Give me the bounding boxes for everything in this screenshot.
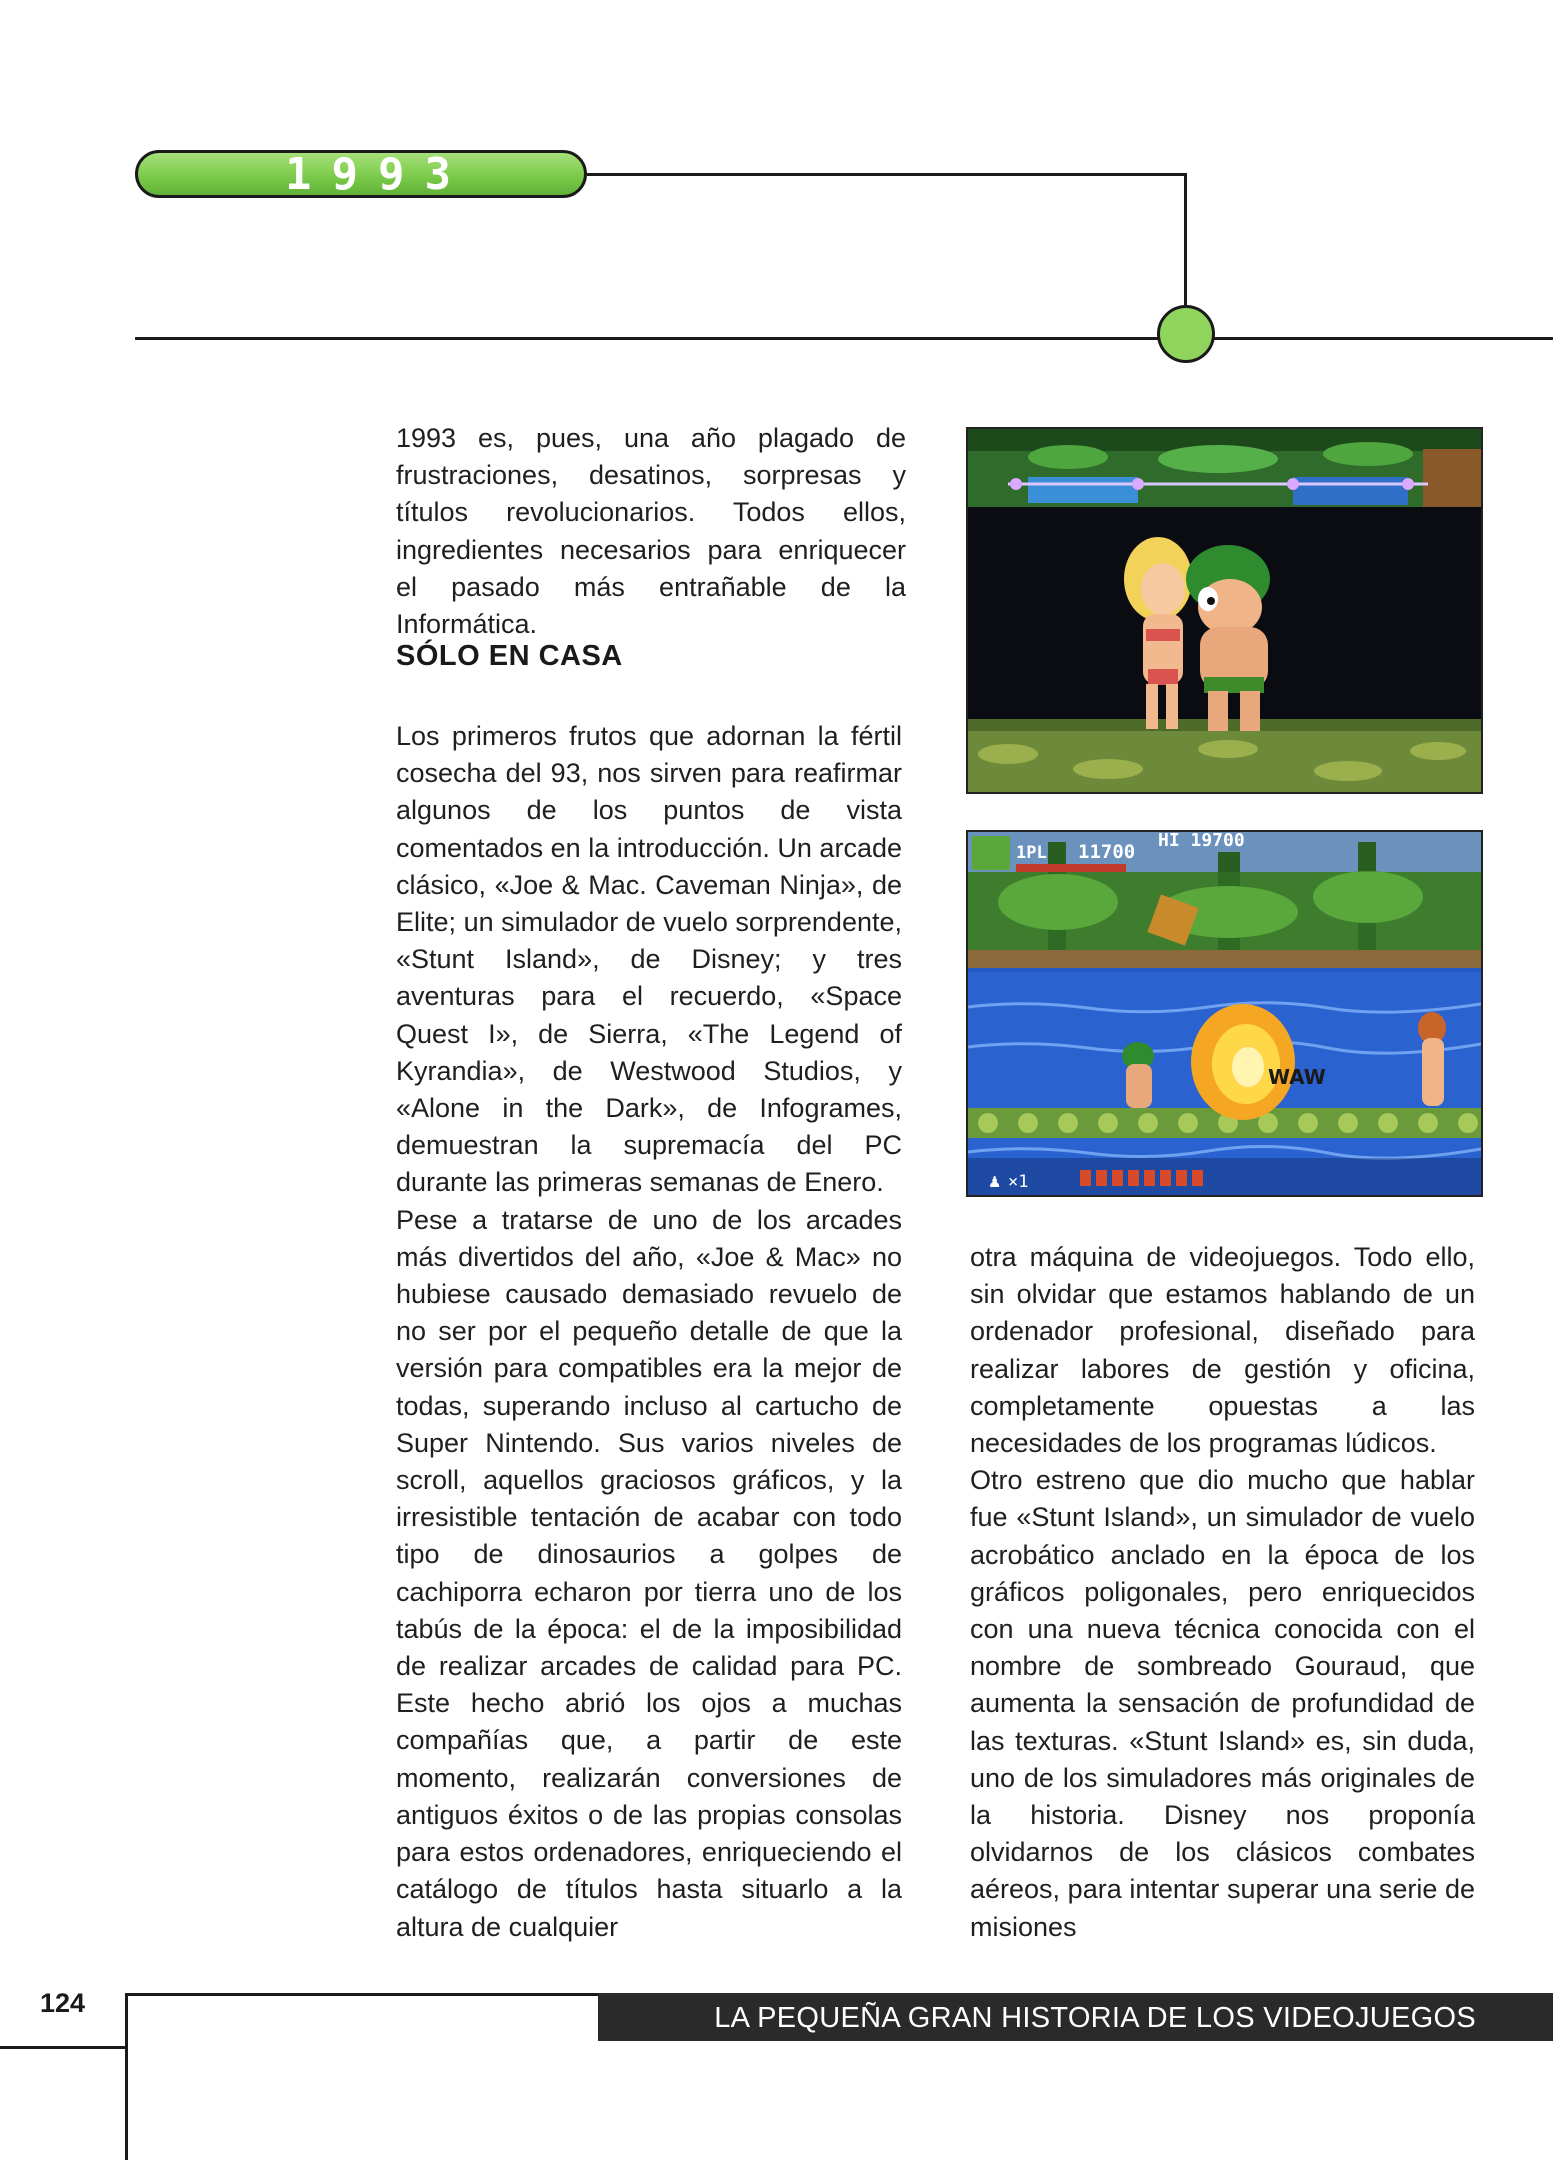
hud-score: 11700 bbox=[1078, 841, 1136, 863]
timeline-node bbox=[1157, 305, 1215, 363]
body-column-right bbox=[970, 1239, 1475, 1946]
hud-lives: ×1 bbox=[1008, 1172, 1029, 1192]
footer-rule-vertical bbox=[125, 1993, 128, 2160]
effect-text: WAW bbox=[1268, 1065, 1326, 1089]
paragraph: Otro estreno que dio mucho que hablar fue «Stunt Island», un simulador de vuelo acrobático anclado en la época de los gráficos poligonales, pero enriquecidos con una nueva técnica conocida con el nombre de sombreado Gouraud, que aumenta la sensación de profundidad de las texturas. «Stunt Island» es, sin duda, uno de los simuladores más originales de la historia. Disney nos proponía olvidarnos de los clásicos combates aéreos, para intentar superar una serie de misiones bbox=[970, 1465, 1475, 1942]
page-number: 124 bbox=[40, 1988, 86, 2018]
header-connector-horizontal bbox=[587, 173, 1187, 176]
intro-paragraph: 1993 es, pues, una año plagado de frustraciones, desatinos, sorpresas y títulos revolucionarios. Todos ellos, ingredientes necesarios para enriquecer el pasado más entrañable de la Informática. bbox=[396, 423, 906, 640]
footer-title: LA PEQUEÑA GRAN HISTORIA DE LOS VIDEOJUEGOS bbox=[714, 2002, 1476, 2034]
paragraph: Los primeros frutos que adornan la fértil cosecha del 93, nos sirven para reafirmar algunos de los puntos de vista comentados en la introducción. Un arcade clásico, «Joe & Mac. Caveman Ninja», de Elite; un simulador de vuelo sorprendente, «Stunt Island», de Disney; y tres aventuras para el recuerdo, «Space Quest I», de Sierra, «The Legend of Kyrandia», de Westwood Studios, y «Alone in the Dark», de Infogrames, demuestran la supremacía del PC durante las primeras semanas de Enero. bbox=[396, 721, 902, 1198]
screenshot-art bbox=[968, 429, 1481, 792]
game-screenshot-joe-mac-river bbox=[966, 830, 1483, 1197]
section-heading: SÓLO EN CASA bbox=[396, 640, 623, 672]
footer-rule-left bbox=[0, 2046, 128, 2049]
year-label: 1993 bbox=[285, 149, 471, 200]
hud-lives-icon: ♟ bbox=[988, 1173, 1002, 1191]
header-rule bbox=[135, 337, 1553, 340]
screenshot-art bbox=[968, 832, 1481, 1195]
footer-rule-top bbox=[125, 1993, 600, 1996]
body-column-left bbox=[396, 718, 902, 1946]
paragraph: otra máquina de videojuegos. Todo ello, sin olvidar que estamos hablando de un ordenador profesional, diseñado para realizar labores de gestión y oficina, completamente opuestas a las necesidades de los programas lúdicos. bbox=[970, 1242, 1475, 1459]
paragraph: Pese a tratarse de uno de los arcades más divertidos del año, «Joe & Mac» no hubiese causado demasiado revuelo de no ser por el pequeño detalle de que la versión para compatibles era la mejor de todas, superando incluso al cartucho de Super Nintendo. Sus varios niveles de scroll, aquellos graciosos gráficos, y la irresistible tentación de acabar con todo tipo de dinosaurios a golpes de cachiporra echaron por tierra uno de los tabús de la época: el de la imposibilidad de realizar arcades de calidad para PC. Este hecho abrió los ojos a muchas compañías que, a partir de este momento, realizarán conversiones de antiguos éxitos o de las propias consolas para estos ordenadores, enriqueciendo el catálogo de títulos hasta situarlo a la altura de cualquier bbox=[396, 1204, 902, 1942]
header-connector-vertical bbox=[1184, 173, 1187, 307]
game-screenshot-joe-mac-cutscene bbox=[966, 427, 1483, 794]
hud-hiscore: HI 19700 bbox=[1158, 832, 1245, 851]
hud-player-label: 1PL bbox=[1016, 843, 1047, 863]
